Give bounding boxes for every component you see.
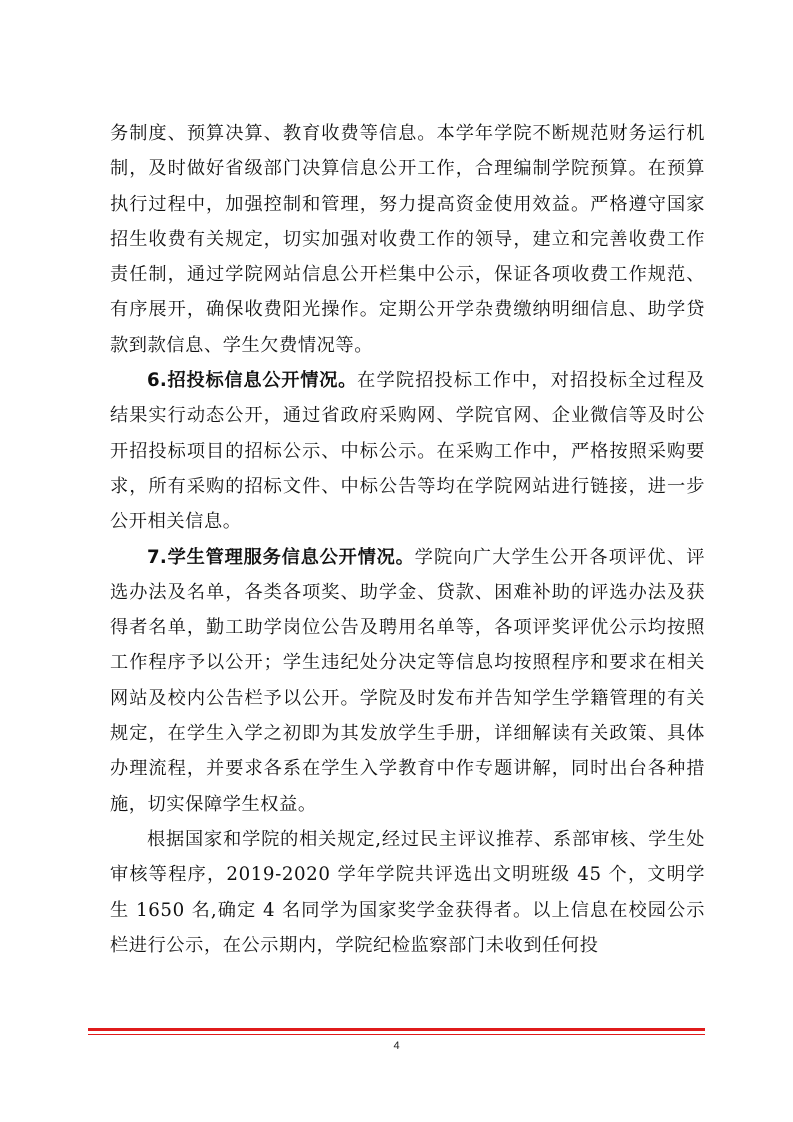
paragraph-text: 学院向广大学生公开各项评优、评选办法及名单，各类各项奖、助学金、贷款、困难补助的评选办法及获得者名单，勤工助学岗位公告及聘用名单等，各项评奖评优公示均按照工作程序予以公开；学生违纪处分决定等信息均按照程序和要求在相关网站及校内公告栏予以公开。学院及时发布并告知学生学籍管理的有关规定，在学生入学之初即为其发放学生手册，详细解读有关政策、具体办理流程，并要求各系在学生入学教育中作专题讲解，同时出台各种措施，切实保障学生权益。 [110, 546, 705, 815]
paragraph-text: 在学院招投标工作中，对招投标全过程及结果实行动态公开，通过省政府采购网、学院官网、企业微信等及时公开招投标项目的招标公示、中标公示。在采购工作中，严格按照采购要求，所有采购的招标文件、中标公告等均在学院网站进行链接，进一步公开相关信息。 [110, 370, 705, 533]
paragraph-heading: 6.招投标信息公开情况。 [147, 370, 358, 392]
paragraph-awards [110, 822, 705, 963]
paragraph-text: 根据国家和学院的相关规定,经过民主评议推荐、系部审核、学生处审核等程序，2019-2020 学年学院共评选出文明班级 45 个，文明学生 1650 名,确定 4 名同学为国家奖学金获得者。以上信息在校园公示栏进行公示，在公示期内，学院纪检监察部门未收到任何投 [110, 828, 705, 956]
body-text [110, 116, 705, 963]
paragraph-finance [110, 116, 705, 363]
paragraph-heading: 7.学生管理服务信息公开情况。 [147, 546, 415, 568]
page-number: 4 [393, 1040, 400, 1052]
paragraph-bidding [110, 363, 705, 539]
paragraph-student-services [110, 540, 705, 822]
footer-rule-thick [88, 1028, 705, 1031]
footer-rule-thin [88, 1034, 705, 1035]
paragraph-text: 务制度、预算决算、教育收费等信息。本学年学院不断规范财务运行机制，及时做好省级部门决算信息公开工作，合理编制学院预算。在预算执行过程中，加强控制和管理，努力提高资金使用效益。严格遵守国家招生收费有关规定，切实加强对收费工作的领导，建立和完善收费工作责任制，通过学院网站信息公开栏集中公示，保证各项收费工作规范、有序展开，确保收费阳光操作。定期公开学杂费缴纳明细信息、助学贷款到款信息、学生欠费情况等。 [110, 123, 705, 356]
